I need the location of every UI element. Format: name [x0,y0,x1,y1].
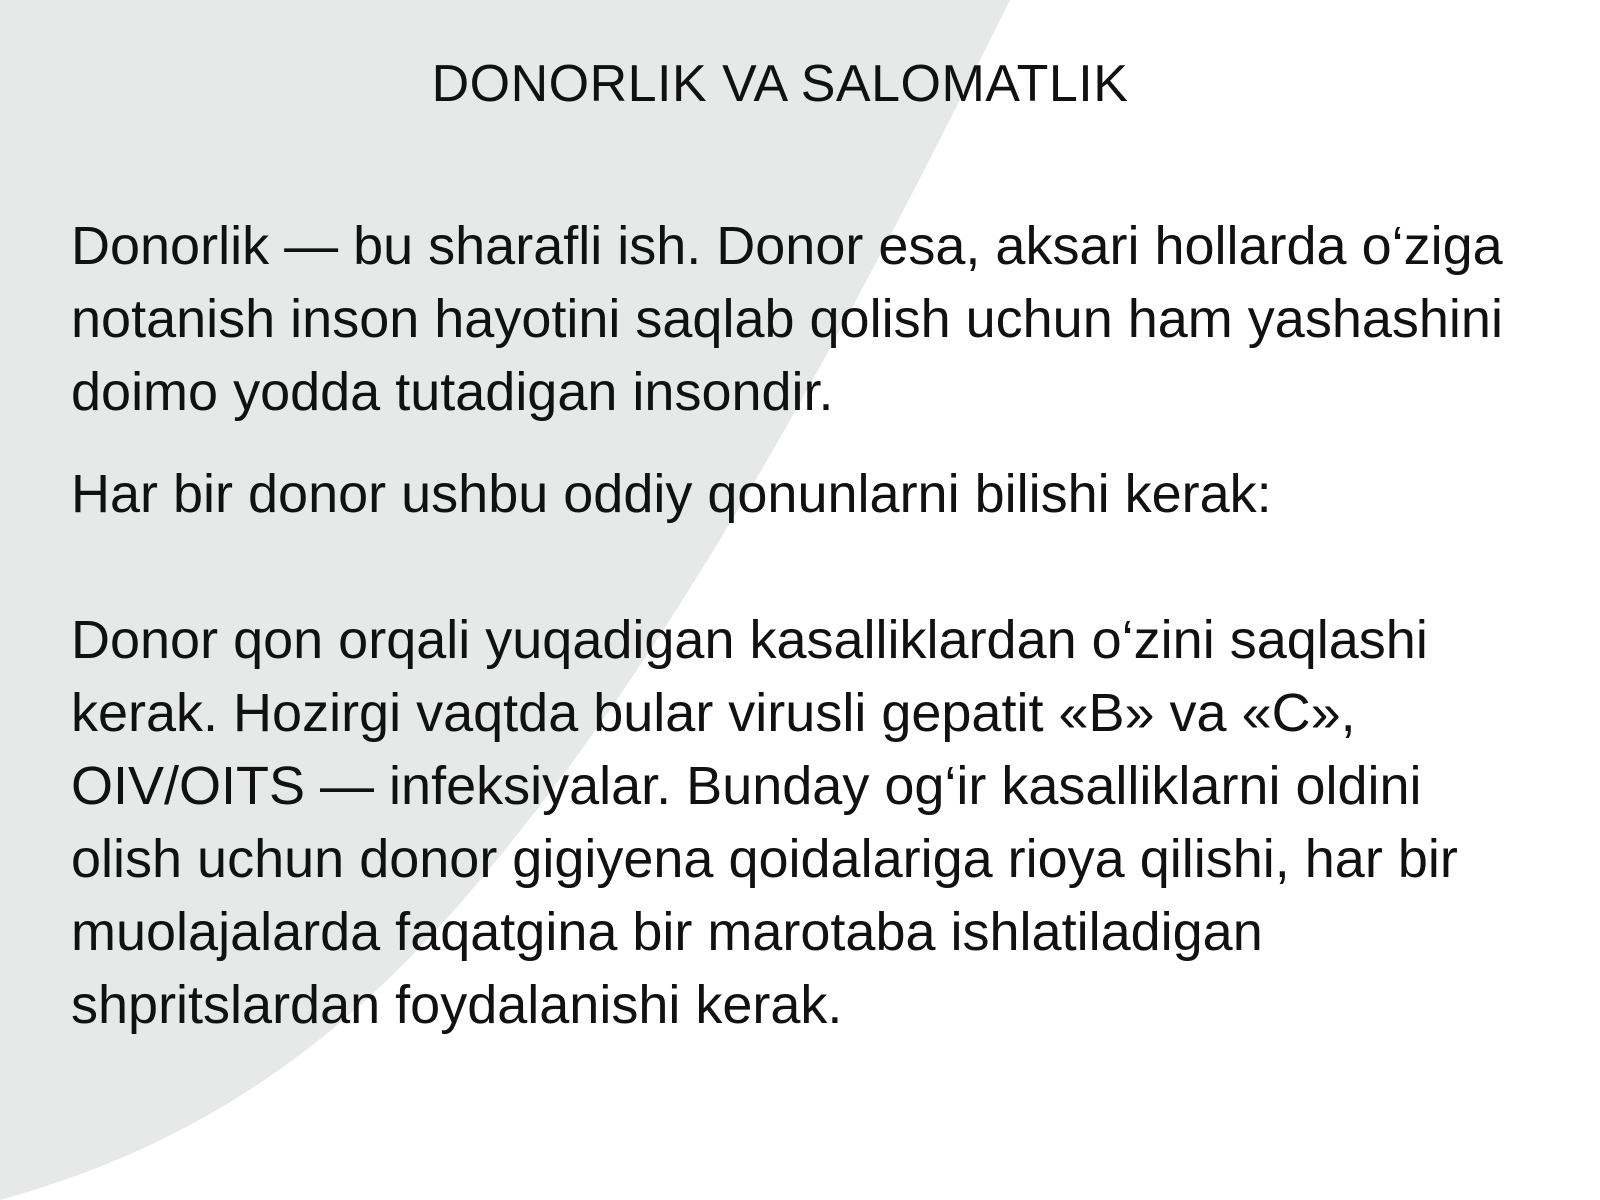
paragraph-intro: Donorlik — bu sharafli ish. Donor esa, aksari hollarda o‘ziga notanish inson hayotini saqlab qolish uchun ham yashashini doimo yodda tutadigan insondir. [71,216,1503,422]
slide-title: DONORLIK VA SALOMATLIK [431,55,1129,113]
paragraph-infection-rule: Donor qon orqali yuqadigan kasalliklardan o‘zini saqlashi kerak. Hozirgi vaqtda bular virusli gepatit «B» va «C», OIV/OITS — infeksiyalar. Bunday og‘ir kasalliklarni oldini olish uchun donor gigiyena qoidalariga rioya qilishi, har bir muolajalarda faqatgina bir marotaba ishlatiladigan shpritslardan foydalanishi kerak. [71,610,1458,1035]
paragraph-rules-heading: Har bir donor ushbu oddiy qonunlarni bilishi kerak: [71,464,1272,524]
slide-body [71,210,1511,1042]
